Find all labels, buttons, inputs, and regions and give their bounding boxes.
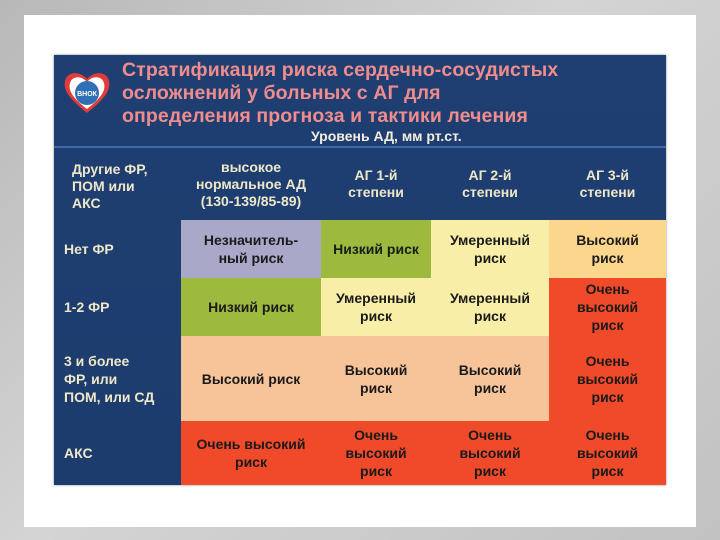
header-ag1: АГ 1-й степени	[348, 167, 404, 200]
cell-r3-ag1: Высокий риск	[321, 336, 431, 421]
risk-stratification-panel	[54, 55, 666, 485]
row-header-1-2-rf: 1-2 ФР	[64, 299, 110, 315]
cell-r3-ag3: Очень высокий риск	[549, 336, 666, 421]
header-ag2: АГ 2-й степени	[462, 167, 518, 200]
cell-r2-ag2: Умеренный риск	[431, 278, 549, 336]
cell-r4-ag3: Очень высокий риск	[549, 421, 666, 485]
cell-r2-high-normal: Низкий риск	[181, 278, 321, 336]
cell-r1-high-normal: Незначитель- ный риск	[181, 220, 321, 278]
header-risk-factors: Другие ФР, ПОМ или АКС	[72, 160, 148, 211]
cell-r4-ag1: Очень высокий риск	[321, 421, 431, 485]
cell-r2-ag3: Очень высокий риск	[549, 278, 666, 336]
cell-r2-ag1: Умеренный риск	[321, 278, 431, 336]
row-header-no-rf: Нет ФР	[64, 241, 114, 257]
logo-text: ВНОК	[77, 91, 97, 98]
cell-r4-ag2: Очень высокий риск	[431, 421, 549, 485]
bp-level-label: Уровень АД, мм рт.ст.	[311, 128, 462, 144]
row-header-aks: АКС	[64, 445, 93, 461]
slide-title: Стратификация риска сердечно-сосудистых осложнений у больных с АГ для определения прогноза и тактики лечения	[122, 59, 559, 127]
cell-r3-high-normal: Высокий риск	[181, 336, 321, 421]
header-high-normal: высокое нормальное АД (130-139/85-89)	[195, 158, 307, 209]
cell-r1-ag3: Высокий риск	[549, 220, 666, 278]
header-divider	[54, 146, 666, 148]
cell-r1-ag1: Низкий риск	[321, 220, 431, 278]
vnok-logo	[62, 69, 112, 115]
cell-r1-ag2: Умеренный риск	[431, 220, 549, 278]
cell-r3-ag2: Высокий риск	[431, 336, 549, 421]
header-ag3: АГ 3-й степени	[579, 167, 636, 200]
row-header-3-more-rf: 3 и более ФР, или ПОМ, или СД	[64, 352, 155, 405]
cell-r4-high-normal: Очень высокий риск	[181, 421, 321, 485]
